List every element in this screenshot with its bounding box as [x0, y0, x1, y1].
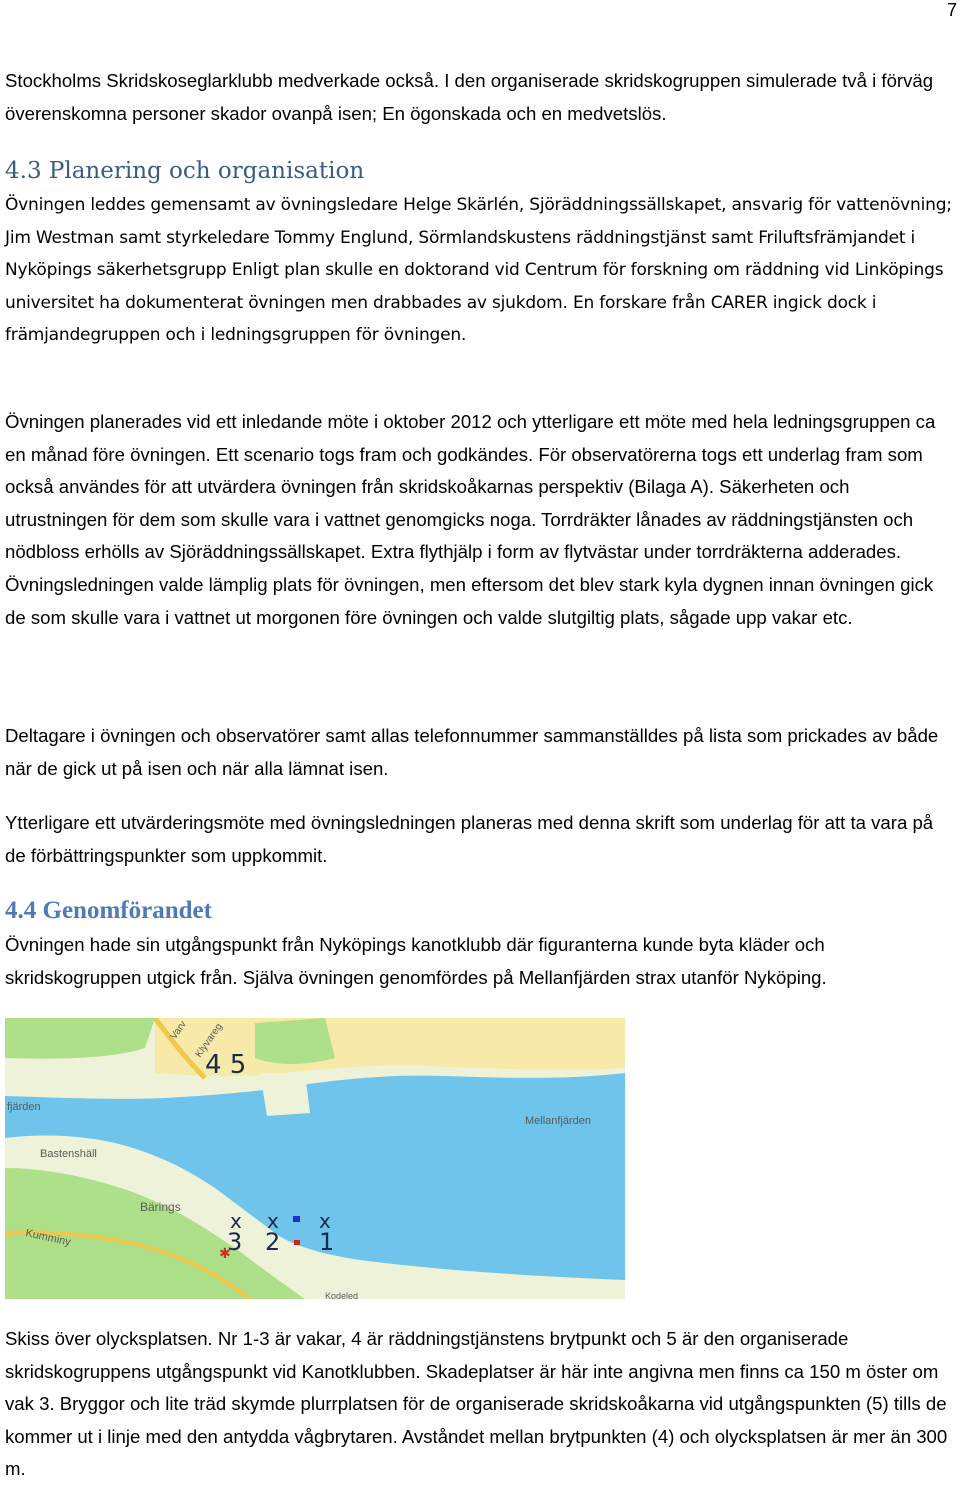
- mark-1: 1: [319, 1228, 335, 1256]
- page-number: 7: [946, 0, 957, 20]
- planering-paragraph-3: Deltagare i övningen och observatörer samt allas telefonnummer sammanställdes på lista som prickades av både när de gick ut på isen och när alla lämnat isen.: [5, 725, 939, 779]
- genomforandet-paragraph-1: Övningen hade sin utgångspunkt från Nyköpings kanotklubb där figuranterna kunde byta kläder och skridskogruppen utgick från. Själva övningen genomfördes på Mellanfjärden strax utanför Nyköping.: [5, 934, 827, 988]
- map-pier: [260, 1073, 310, 1116]
- section-heading-planering: 4.3 Planering och organisation: [5, 158, 365, 184]
- planering-paragraph-4: Ytterligare ett utvärderingsmöte med övningsledningen planeras med denna skrift som underlag för att ta vara på de förbättringspunkter som uppkommit.: [5, 812, 934, 866]
- section-heading-genomforandet: 4.4 Genomförandet: [5, 897, 212, 924]
- planering-paragraph-2: Övningen planerades vid ett inledande möte i oktober 2012 och ytterligare ett möte med hela ledningsgruppen ca en månad före övningen. Ett scenario togs fram och godkändes. För observatörerna togs ett underlag fram som också användes för att utvärdera övningen från skridskoåkarnas perspektiv (Bilaga A). Säkerheten och utrustningen för dem som skulle vara i vattnet genomgicks noga. Torrdräkter lånades av räddningstjänsten och nödbloss erhölls av Sjöräddningssällskapet. Extra flythjälp i form av flytvästar under torrdräkterna adderades. Övningsledningen valde lämplig plats för övningen, men eftersom det blev stark kyla dygnen innan övningen gick de som skulle vara i vattnet ut morgonen före övningen och valde slutgiltig plats, sågade upp vakar etc.: [5, 411, 936, 628]
- map-label-fjarden: fjärden: [7, 1101, 41, 1113]
- flag-red-icon: [294, 1240, 300, 1245]
- map-label-varv: Varv: [168, 1019, 189, 1042]
- accident-site-map: [5, 1018, 625, 1299]
- flag-blue-icon: [293, 1216, 300, 1222]
- map-label-klyvareg: Klyvareg: [193, 1021, 225, 1060]
- map-label-mellanfjarden: Mellanfjärden: [525, 1115, 592, 1127]
- map-label-kumminy: Kumminy: [24, 1227, 72, 1249]
- mark-3: 3: [227, 1228, 243, 1256]
- map-label-kodeled: Kodeled: [325, 1291, 359, 1299]
- map-label-barings: Bärings: [140, 1200, 181, 1214]
- compass-star-icon: ✱: [219, 1246, 231, 1262]
- mark-x-3: x: [230, 1209, 242, 1233]
- intro-paragraph: Stockholms Skridskoseglarklubb medverkade också. I den organiserade skridskogruppen simulerade två i förväg överenskomna personer skador ovanpå isen; En ögonskada och en medvetslös.: [5, 70, 934, 124]
- map-label-bastenshall: Bastenshäll: [40, 1148, 97, 1160]
- map-graphic: [5, 1018, 625, 1299]
- map-caption: Skiss över olycksplatsen. Nr 1-3 är vakar, 4 är räddningstjänstens brytpunkt och 5 är den organiserade skridskogruppens utgångspunkt vid Kanotklubben. Skadeplatser är här inte angivna men finns ca 150 m öster om vak 3. Bryggor och lite träd skymde plurrplatsen för de organiserade skridskoåkarna vid utgångspunkten (5) tills de kommer ut i linje med den antydda vågbrytaren. Avståndet mellan brytpunkten (4) och olycksplatsen är mer än 300 m.: [5, 1328, 948, 1480]
- mark-4-5: 4 5: [205, 1050, 247, 1080]
- map-park-north-2: [255, 1018, 335, 1064]
- mark-x-1: x: [319, 1209, 331, 1233]
- mark-2: 2: [265, 1228, 281, 1256]
- mark-x-2: x: [267, 1209, 279, 1233]
- planering-paragraph-1: Övningen leddes gemensamt av övningsledare Helge Skärlén, Sjöräddningssällskapet, ansvarig för vattenövning; Jim Westman samt styrkeledare Tommy Englund, Sörmlandskustens räddningstjänst samt Friluftsfrämjandet i Nyköpings säkerhetsgrupp Enligt plan skulle en doktorand vid Centrum för forskning om räddning vid Linköpings universitet ha dokumenterat övningen men drabbades av sjukdom. En forskare från CARER ingick dock i främjandegruppen och i ledningsgruppen för övningen.: [5, 195, 952, 346]
